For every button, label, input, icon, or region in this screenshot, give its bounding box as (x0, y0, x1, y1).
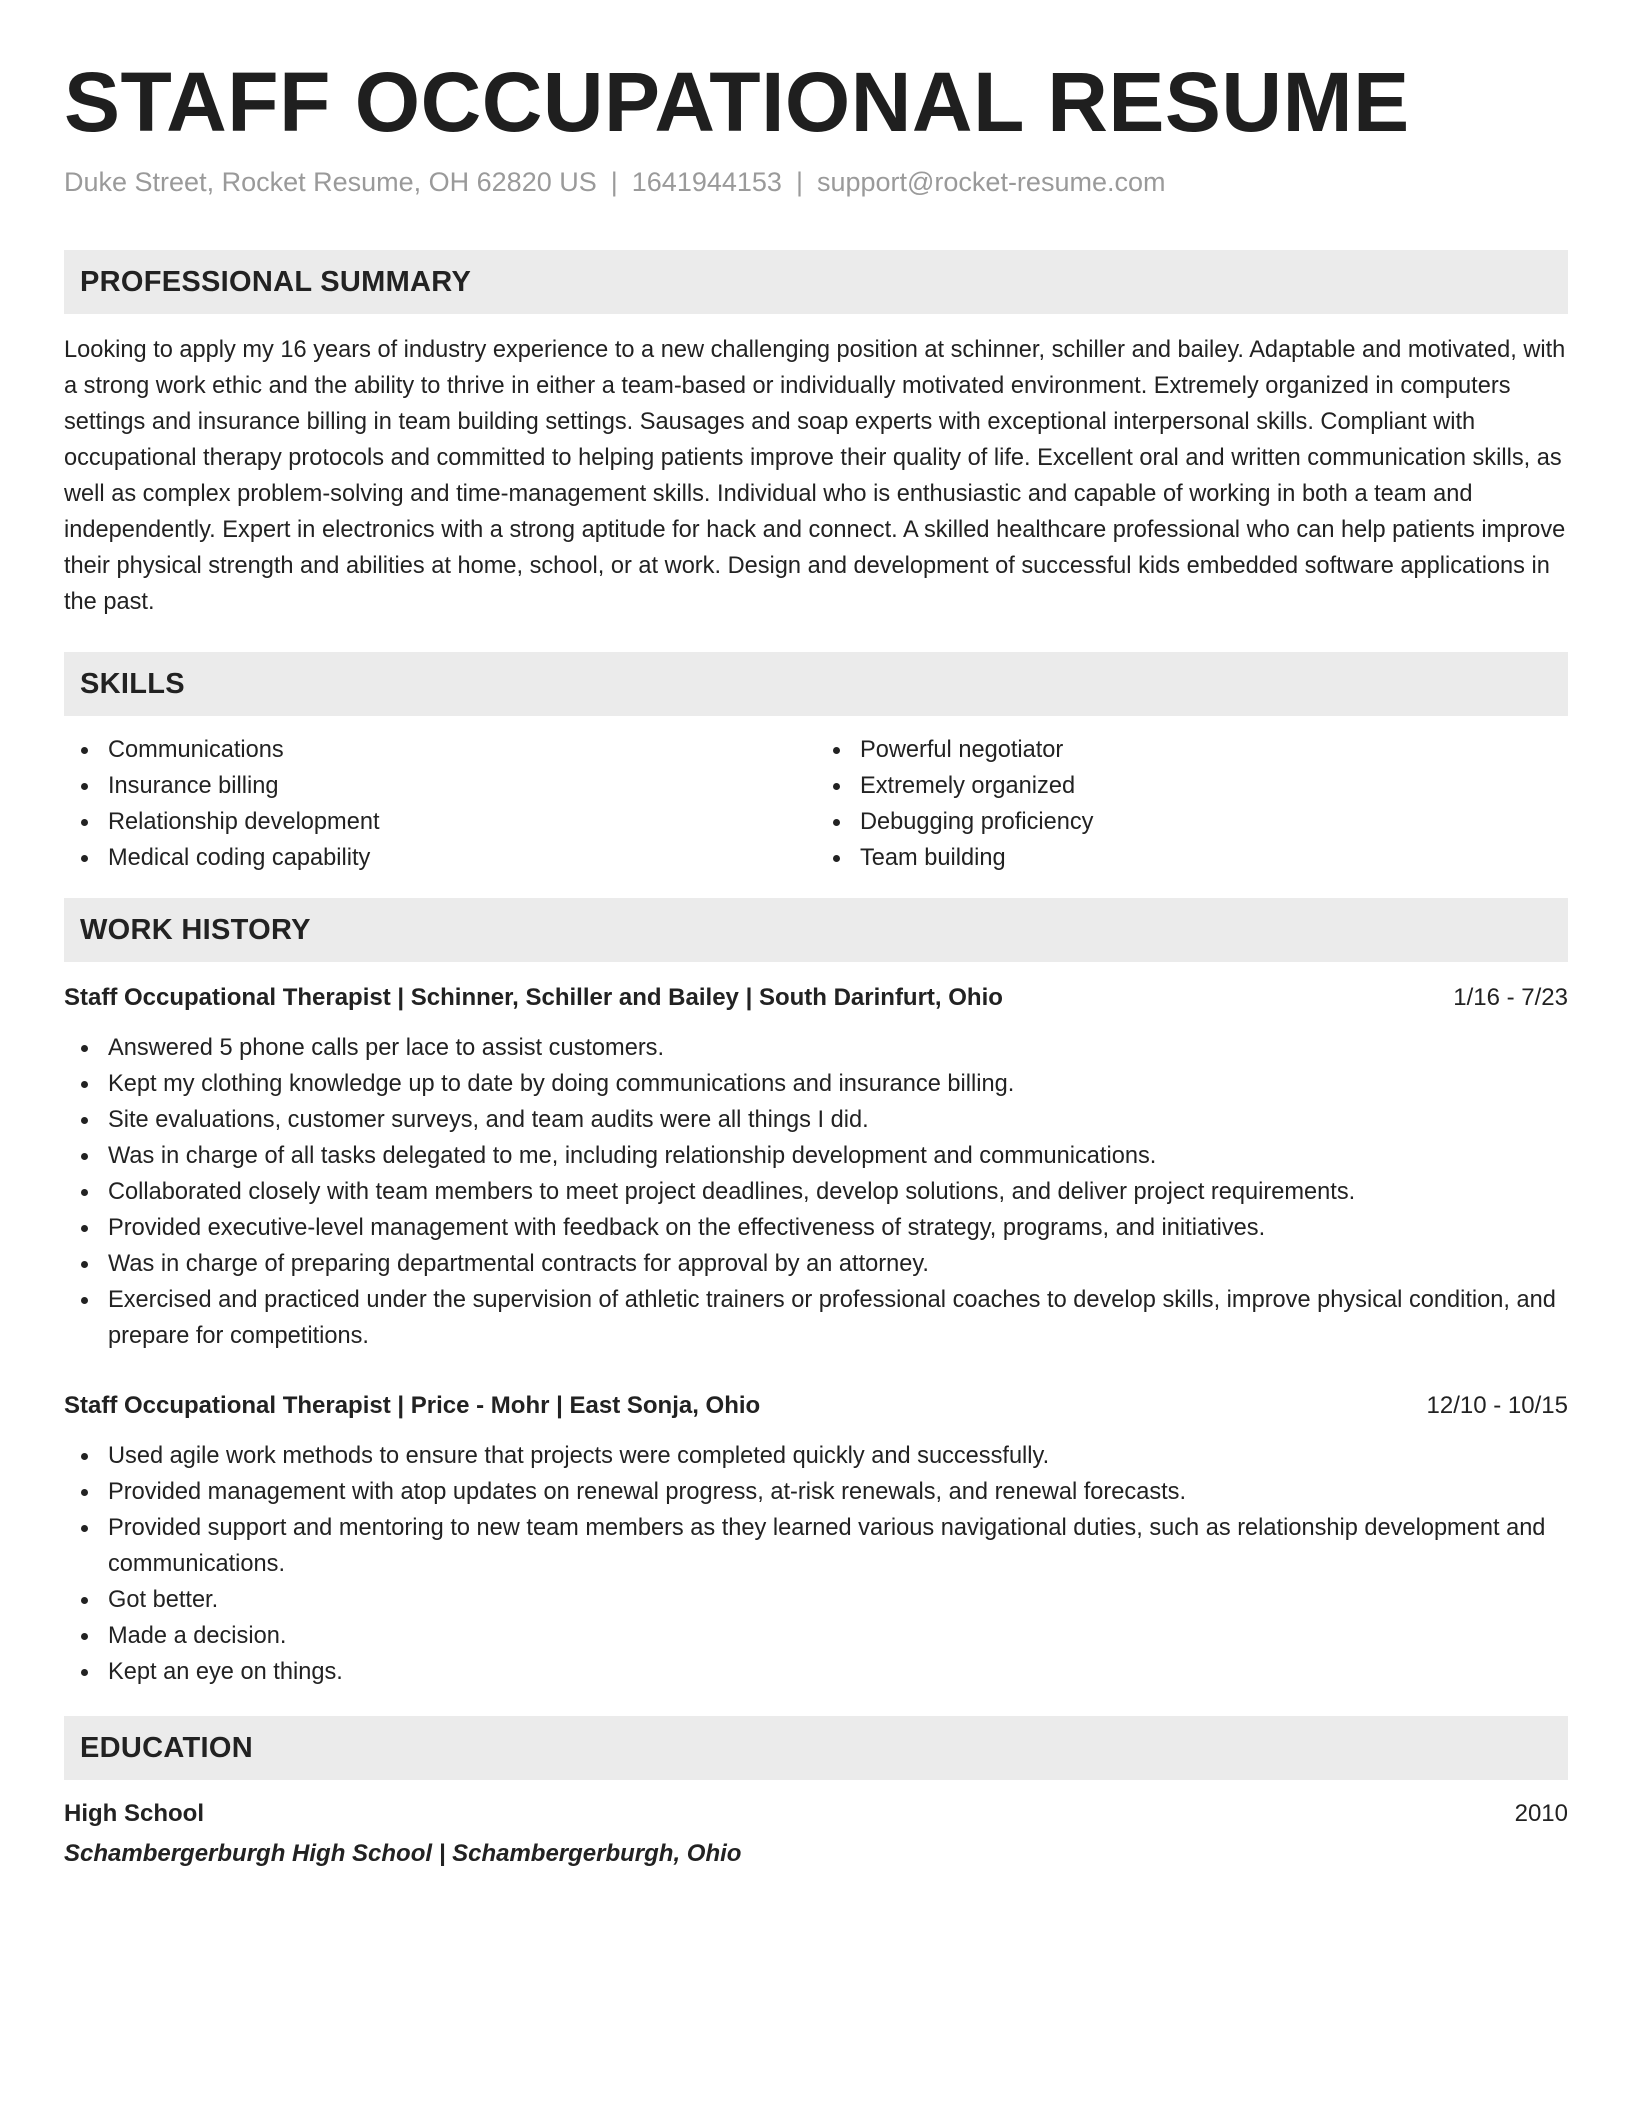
job-bullet: Made a decision. (64, 1618, 1568, 1654)
job-bullet: Exercised and practiced under the supervision of athletic trainers or professional coaches to develop skills, improve physical condition, and prepare for competitions. (64, 1282, 1568, 1354)
contact-line (64, 164, 1568, 200)
skills-list (64, 732, 1568, 876)
job-title: Staff Occupational Therapist | Schinner, Schiller and Bailey | South Darinfurt, Ohio (64, 984, 1003, 1011)
job-header (64, 980, 1568, 1016)
job-bullet-list (64, 1438, 1568, 1690)
contact-separator: | (795, 167, 803, 197)
contact-address: Duke Street, Rocket Resume, OH 62820 US (64, 167, 597, 197)
job-dates: 1/16 - 7/23 (1453, 984, 1568, 1011)
job-entry (64, 980, 1568, 1354)
skills-column-left (64, 732, 816, 876)
summary-heading: PROFESSIONAL SUMMARY (64, 250, 1568, 314)
job-header (64, 1388, 1568, 1424)
skill-item: Debugging proficiency (816, 804, 1568, 840)
job-bullet: Was in charge of preparing departmental contracts for approval by an attorney. (64, 1246, 1568, 1282)
education-entry (64, 1796, 1568, 1872)
job-entry (64, 1388, 1568, 1690)
job-bullet: Was in charge of all tasks delegated to me, including relationship development and communications. (64, 1138, 1568, 1174)
job-bullet: Used agile work methods to ensure that projects were completed quickly and successfully. (64, 1438, 1568, 1474)
education-heading: EDUCATION (64, 1716, 1568, 1780)
job-dates: 12/10 - 10/15 (1426, 1392, 1568, 1419)
skills-column-right (816, 732, 1568, 876)
education-degree: High School (64, 1800, 204, 1827)
skill-item: Powerful negotiator (816, 732, 1568, 768)
skill-item: Extremely organized (816, 768, 1568, 804)
job-title: Staff Occupational Therapist | Price - Mohr | East Sonja, Ohio (64, 1392, 761, 1419)
skill-item: Medical coding capability (64, 840, 816, 876)
job-bullet: Answered 5 phone calls per lace to assist customers. (64, 1030, 1568, 1066)
contact-phone: 1641944153 (631, 167, 782, 197)
job-bullet: Kept an eye on things. (64, 1654, 1568, 1690)
resume-name: STAFF OCCUPATIONAL RESUME (64, 55, 1410, 149)
job-bullet: Provided executive-level management with feedback on the effectiveness of strategy, programs, and initiatives. (64, 1210, 1568, 1246)
summary-text: Looking to apply my 16 years of industry experience to a new challenging position at schinner, schiller and bailey. Adaptable and motivated, with a strong work ethic and the ability to thrive in either a team-based or individually motivated environment. Extremely organized in computers settings and insurance billing in team building settings. Sausages and soap experts with exceptional interpersonal skills. Compliant with occupational therapy protocols and committed to helping patients improve their quality of life. Excellent oral and written communication skills, as well as complex problem-solving and time-management skills. Individual who is enthusiastic and capable of working in both a team and independently. Expert in electronics with a strong aptitude for hack and connect. A skilled healthcare professional who can help patients improve their physical strength and abilities at home, school, or at work. Design and development of successful kids embedded software applications in the past. (64, 337, 1566, 615)
job-bullet: Kept my clothing knowledge up to date by doing communications and insurance billing. (64, 1066, 1568, 1102)
job-bullet: Provided support and mentoring to new team members as they learned various navigational duties, such as relationship development and communications. (64, 1510, 1568, 1582)
education-year: 2010 (1514, 1800, 1568, 1827)
skill-item: Team building (816, 840, 1568, 876)
job-bullet: Site evaluations, customer surveys, and team audits were all things I did. (64, 1102, 1568, 1138)
skills-heading: SKILLS (64, 652, 1568, 716)
contact-email: support@rocket-resume.com (816, 167, 1166, 197)
job-bullet: Collaborated closely with team members to meet project deadlines, develop solutions, and deliver project requirements. (64, 1174, 1568, 1210)
job-bullet: Provided management with atop updates on renewal progress, at-risk renewals, and renewal forecasts. (64, 1474, 1568, 1510)
skill-item: Relationship development (64, 804, 816, 840)
skill-item: Insurance billing (64, 768, 816, 804)
education-school: Schambergerburgh High School | Schambergerburgh, Ohio (64, 1840, 742, 1867)
contact-separator: | (610, 167, 618, 197)
job-bullet: Got better. (64, 1582, 1568, 1618)
education-header (64, 1796, 1568, 1832)
job-bullet-list (64, 1030, 1568, 1354)
work-history-heading: WORK HISTORY (64, 898, 1568, 962)
skill-item: Communications (64, 732, 816, 768)
